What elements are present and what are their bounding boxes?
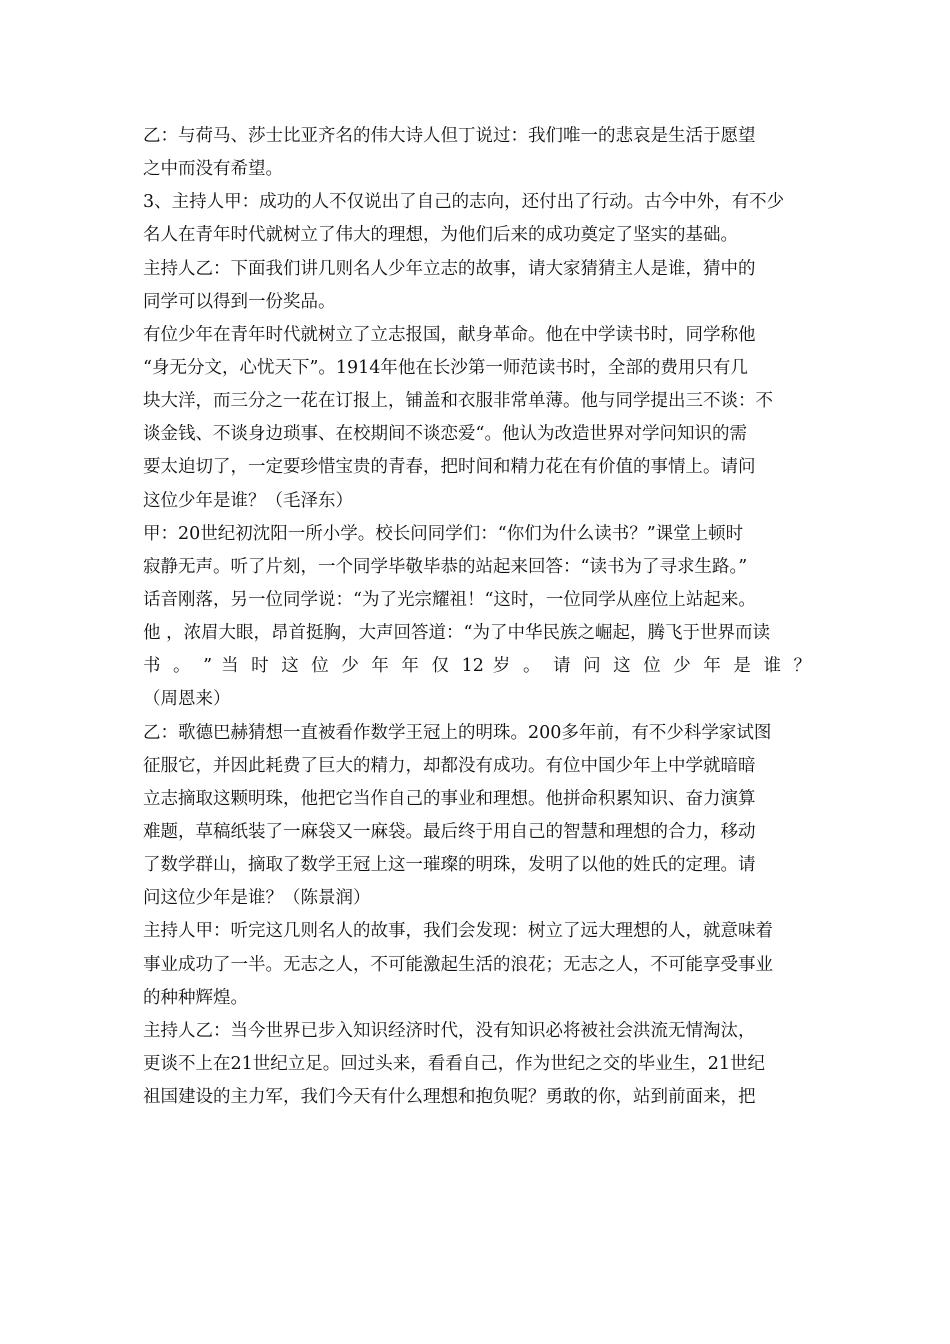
text-line: 主持人乙：下面我们讲几则名人少年立志的故事，请大家猜猜主人是谁，猜中的 — [143, 258, 756, 279]
text-line: 乙：歌德巴赫猜想一直被看作数学王冠上的明珠。200多年前，有不少科学家试图 — [143, 722, 772, 743]
text-line: （周恩来） — [143, 689, 231, 710]
text-line: “身无分文，心忧天下”。1914年他在长沙第一师范读书时，全部的费用只有几 — [143, 357, 748, 378]
text-line: 书 。 ” 当 时 这 位 少 年 年 仅 12 岁 。 请 问 这 位 少 年 是 谁 ？ — [143, 656, 811, 677]
text-line: 要太迫切了，一定要珍惜宝贵的青春，把时间和精力花在有价值的事情上。请问 — [143, 457, 756, 478]
text-line: 寂静无声。听了片刻，一个同学毕敬毕恭的站起来回答：“读书为了寻求生路。” — [143, 556, 748, 577]
text-line: 块大洋，而三分之一花在订报上，铺盖和衣服非常单薄。他与同学提出三不谈：不 — [143, 391, 773, 412]
text-line: 同学可以得到一份奖品。 — [143, 291, 336, 312]
text-line: 了数学群山，摘取了数学王冠上这一璀璨的明珠，发明了以他的姓氏的定理。请 — [143, 855, 756, 876]
text-line: 征服它，并因此耗费了巨大的精力，却都没有成功。有位中国少年上中学就暗暗 — [143, 755, 756, 776]
text-line: 更谈不上在21世纪立足。回过头来，看看自己，作为世纪之交的毕业生，21世纪 — [143, 1053, 766, 1074]
text-line: 话音刚落，另一位同学说：“为了光宗耀祖！“这时，一位同学从座位上站起来。 — [143, 589, 756, 610]
text-line: 谈金钱、不谈身边琐事、在校期间不谈恋爱“。他认为改造世界对学问知识的需 — [143, 424, 747, 445]
document-body — [143, 120, 811, 1114]
text-line: 他 ，浓眉大眼，昂首挺胸，大声回答道：“为了中华民族之崛起，腾飞于世界而读 — [143, 623, 771, 644]
text-line: 乙：与荷马、莎士比亚齐名的伟大诗人但丁说过：我们唯一的悲哀是生活于愿望 — [143, 126, 756, 146]
text-line: 事业成功了一半。无志之人，不可能激起生活的浪花；无志之人，不可能享受事业 — [143, 954, 773, 975]
text-line: 名人在青年时代就树立了伟大的理想，为他们后来的成功奠定了坚实的基础。 — [143, 225, 738, 246]
text-line: 难题，草稿纸装了一麻袋又一麻袋。最后终于用自己的智慧和理想的合力，移动 — [143, 821, 756, 842]
text-line: 祖国建设的主力军，我们今天有什么理想和抱负呢？勇敢的你，站到前面来，把 — [143, 1087, 756, 1108]
text-line: 的种种辉煌。 — [143, 987, 248, 1008]
text-line: 这位少年是谁？（毛泽东） — [143, 490, 353, 511]
text-line: 有位少年在青年时代就树立了立志报国，献身革命。他在中学读书时，同学称他 — [143, 324, 756, 345]
text-line: 主持人甲：听完这几则名人的故事，我们会发现：树立了远大理想的人，就意味着 — [143, 921, 773, 942]
text-line: 主持人乙：当今世界已步入知识经济时代，没有知识必将被社会洪流无情淘汰， — [143, 1020, 756, 1041]
text-line: 之中而没有希望。 — [143, 159, 283, 180]
text-line: 3、主持人甲：成功的人不仅说出了自己的志向，还付出了行动。古今中外，有不少 — [143, 192, 785, 213]
text-line: 立志摘取这颗明珠，他把它当作自己的事业和理想。他拼命积累知识、奋力演算 — [143, 788, 756, 809]
text-line: 问这位少年是谁？（陈景润） — [143, 888, 371, 909]
text-line: 甲：20世纪初沈阳一所小学。校长问同学们：“你们为什么读书？”课堂上顿时 — [143, 523, 744, 544]
